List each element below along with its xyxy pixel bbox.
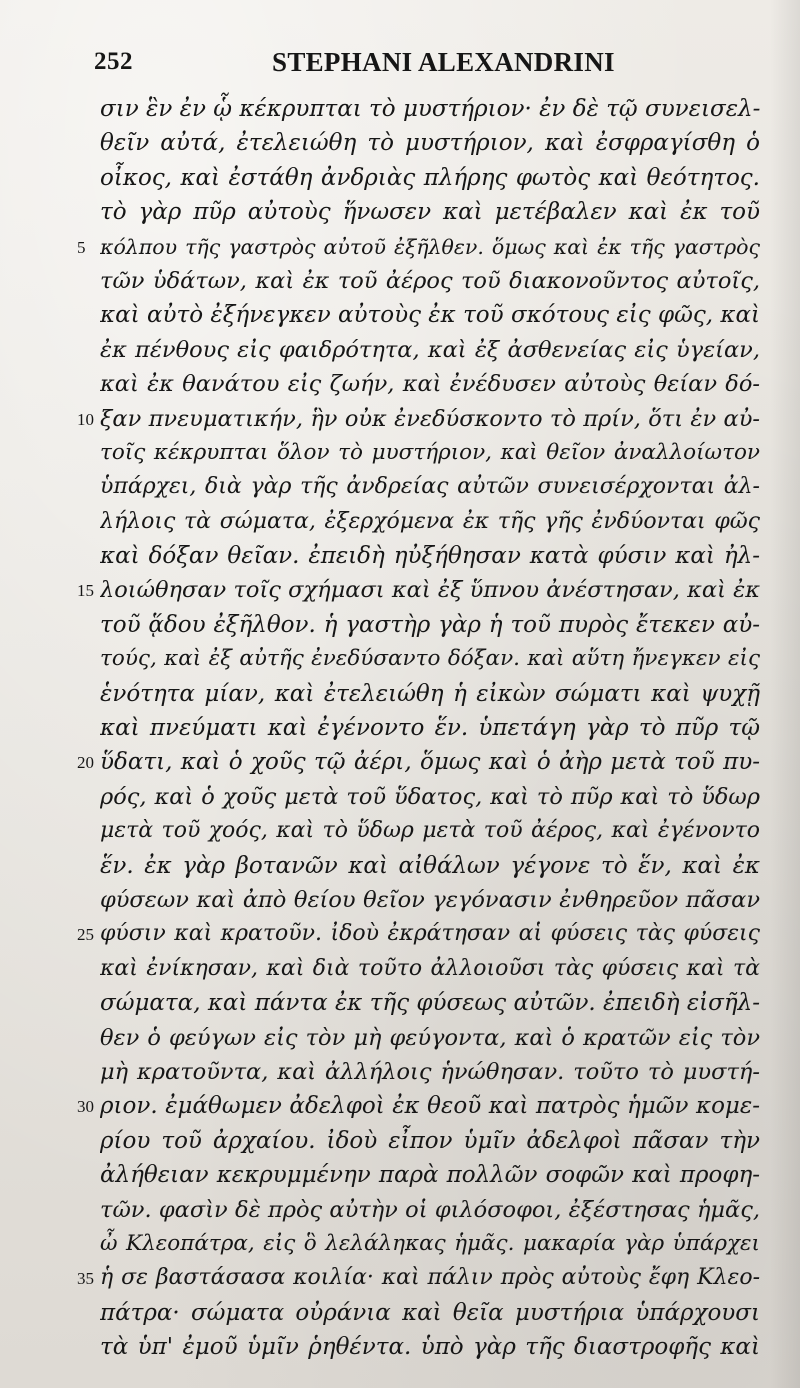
text-line [0,814,800,848]
line-text: ρός, καὶ ὁ χοῦς μετὰ τοῦ ὕδατος, καὶ τὸ πῦρ καὶ τὸ ὕδωρ [100,783,760,810]
line-text: λήλοις τὰ σώματα, ἐξερχόμενα ἐκ τῆς γῆς ἐνδύονται φῶς [100,508,760,534]
line-text: ὕδατι, καὶ ὁ χοῦς τῷ ἀέρι, ὅμως καὶ ὁ ἀὴρ μετὰ τοῦ πυ- [100,749,760,776]
line-text: μετὰ τοῦ χοός, καὶ τὸ ὕδωρ μετὰ τοῦ ἀέρος, καὶ ἐγένοντο [100,818,760,844]
text-line [0,1330,800,1364]
text-line [0,849,800,883]
line-text: ἕν. ἐκ γὰρ βοτανῶν καὶ αἰθάλων γέγονε τὸ ἕν, καὶ ἐκ [100,852,760,879]
text-line [0,608,800,642]
text-line [0,505,800,539]
text-line [0,539,800,573]
text-line [0,298,800,332]
line-text: καὶ ἐκ θανάτου εἰς ζωήν, καὶ ἐνέδυσεν αὐτοὺς θείαν δό- [100,371,760,398]
line-text: ἐκ πένθους εἰς φαιδρότητα, καὶ ἐξ ἀσθενείας εἰς ὑγείαν, [100,336,760,363]
line-text: ὦ Κλεοπάτρα, εἰς ὃ λελάληκας ἡμᾶς. μακαρία γὰρ ὑπάρχει [100,1230,760,1256]
text-line [0,780,800,814]
line-text: λοιώθησαν τοῖς σχήμασι καὶ ἐξ ὕπνου ἀνέστησαν, καὶ ἐκ [100,577,760,604]
line-text: οἶκος, καὶ ἐστάθη ἀνδριὰς πλήρης φωτὸς καὶ θεότητος. [100,164,760,191]
text-line [0,986,800,1020]
text-line [0,745,800,779]
line-text: φύσιν καὶ κρατοῦν. ἰδοὺ ἐκράτησαν αἱ φύσεις τὰς φύσεις [100,921,760,947]
text-line [0,1193,800,1227]
line-text: σώματα, καὶ πάντα ἐκ τῆς φύσεως αὐτῶν. ἐπειδὴ εἰσῆλ- [100,990,760,1017]
line-text: πάτρα· σώματα οὐράνια καὶ θεῖα μυστήρια ὑπάρχουσι [100,1299,760,1326]
text-line [0,126,800,160]
line-text: καὶ πνεύματι καὶ ἐγένοντο ἕν. ὑπετάγη γὰρ τὸ πῦρ τῷ [100,715,760,742]
line-number: 35 [77,1269,94,1289]
line-text: καὶ αὐτὸ ἐξήνεγκεν αὐτοὺς ἐκ τοῦ σκότους εἰς φῶς, καὶ [100,302,760,329]
line-text: τῶν ὑδάτων, καὶ ἐκ τοῦ ἀέρος τοῦ διακονοῦντος αὐτοῖς, [100,267,760,294]
line-text: τῶν. φασὶν δὲ πρὸς αὐτὴν οἱ φιλόσοφοι, ἐξέστησας ἡμᾶς, [100,1196,760,1223]
text-line [0,92,800,126]
line-text: τοῖς κέκρυπται ὅλον τὸ μυστήριον, καὶ θεῖον ἀναλλοίωτον [100,439,760,465]
line-text: ἑνότητα μίαν, καὶ ἐτελειώθη ἡ εἰκὼν σώματι καὶ ψυχῇ [100,680,760,707]
line-text: καὶ δόξαν θεῖαν. ἐπειδὴ ηὐξήθησαν κατὰ φύσιν καὶ ἠλ- [100,543,760,570]
line-text: θεν ὁ φεύγων εἰς τὸν μὴ φεύγοντα, καὶ ὁ κρατῶν εἰς τὸν [100,1024,760,1051]
text-line [0,917,800,951]
line-text: ρίου τοῦ ἀρχαίου. ἰδοὺ εἶπον ὑμῖν ἀδελφοὶ πᾶσαν τὴν [100,1127,760,1154]
line-number: 10 [77,409,94,429]
line-text: τὸ γὰρ πῦρ αὐτοὺς ἥνωσεν καὶ μετέβαλεν καὶ ἐκ τοῦ [100,199,760,226]
line-number: 20 [77,753,94,773]
text-line [0,883,800,917]
line-text: ὑπάρχει, διὰ γὰρ τῆς ἀνδρείας αὐτῶν συνεισέρχονται ἀλ- [100,474,760,500]
line-text: θεῖν αὐτά, ἐτελειώθη τὸ μυστήριον, καὶ ἐσφραγίσθη ὁ [100,130,760,157]
page-header [0,44,800,84]
text-line [0,1124,800,1158]
text-line [0,264,800,298]
line-text: ξαν πνευματικήν, ἣν οὐκ ἐνεδύσκοντο τὸ πρίν, ὅτι ἐν αὐ- [100,405,760,432]
line-text: σιν ἓν ἐν ᾧ κέκρυπται τὸ μυστήριον· ἐν δὲ τῷ συνεισελ- [100,96,760,122]
text-line [0,677,800,711]
line-number: 5 [77,237,86,257]
line-text: τὰ ὑπ' ἐμοῦ ὑμῖν ῥηθέντα. ὑπὸ γὰρ τῆς διαστροφῆς καὶ [100,1334,760,1361]
text-line [0,470,800,504]
running-head: STEPHANI ALEXANDRINI [272,47,615,77]
page-number: 252 [94,48,133,75]
text-line [0,1227,800,1261]
line-text: τούς, καὶ ἐξ αὐτῆς ἐνεδύσαντο δόξαν. καὶ αὕτη ἤνεγκεν εἰς [100,646,760,672]
line-text: φύσεων καὶ ἀπὸ θείου θεῖον γεγόνασιν ἐνθηρεῦον πᾶσαν [100,886,760,913]
text-line [0,161,800,195]
text-line [0,1158,800,1192]
line-text: κόλπου τῆς γαστρὸς αὐτοῦ ἐξῆλθεν. ὅμως καὶ ἐκ τῆς γαστρὸς [100,234,760,259]
body-text [0,92,800,1364]
line-text: ἡ σε βαστάσασα κοιλία· καὶ πάλιν πρὸς αὐτοὺς ἔφη Κλεο- [100,1265,760,1291]
line-text: τοῦ ᾅδου ἐξῆλθον. ἡ γαστὴρ γὰρ ἡ τοῦ πυρὸς ἔτεκεν αὐ- [100,611,760,638]
text-line [0,402,800,436]
text-line [0,1055,800,1089]
text-line [0,711,800,745]
text-line [0,1261,800,1295]
text-line [0,573,800,607]
line-number: 30 [77,1097,94,1117]
text-line [0,195,800,229]
text-line [0,1089,800,1123]
text-line [0,1021,800,1055]
text-line [0,333,800,367]
text-line [0,1296,800,1330]
text-line [0,436,800,470]
line-number: 25 [77,925,94,945]
text-line [0,230,800,264]
text-line [0,367,800,401]
text-line [0,642,800,676]
line-text: καὶ ἐνίκησαν, καὶ διὰ τοῦτο ἀλλοιοῦσι τὰς φύσεις καὶ τὰ [100,955,760,981]
line-text: ἀλήθειαν κεκρυμμένην παρὰ πολλῶν σοφῶν καὶ προφη- [100,1162,760,1189]
line-text: ριον. ἐμάθωμεν ἀδελφοὶ ἐκ θεοῦ καὶ πατρὸς ἡμῶν κομε- [100,1093,760,1120]
text-line [0,952,800,986]
line-number: 15 [77,581,94,601]
line-text: μὴ κρατοῦντα, καὶ ἀλλήλοις ἡνώθησαν. τοῦτο τὸ μυστή- [100,1058,760,1085]
